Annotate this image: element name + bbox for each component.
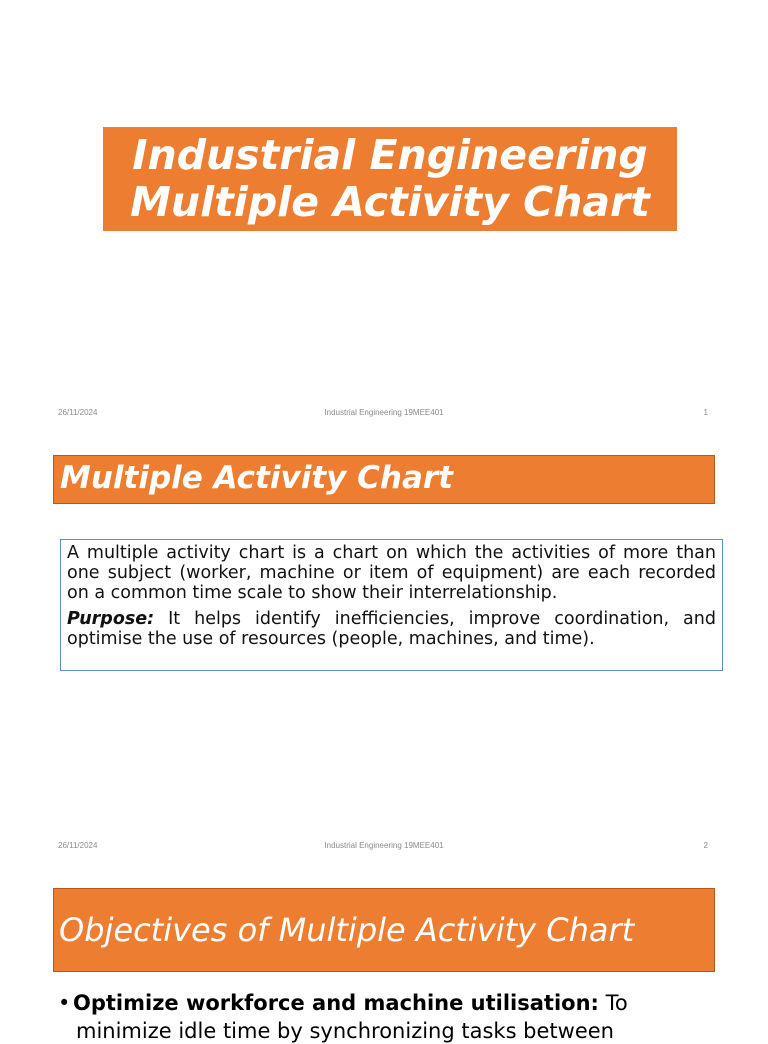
title-banner: [103, 127, 677, 231]
title-line-1: Industrial Engineering: [132, 131, 648, 179]
definition-text: A multiple activity chart is a chart on which the activities of more than one subject (worker, machine or item of equipment) are each recorded on a common time scale to show their interrelationship.: [67, 543, 716, 603]
purpose-text: It helps identify inefficiencies, improve coordination, and optimise the use of resources (people, machines, and time).: [67, 609, 716, 649]
purpose-paragraph: [67, 609, 716, 649]
slide-heading: Multiple Activity Chart: [53, 455, 715, 504]
slide-1: [0, 0, 768, 433]
bullet-text: To: [598, 991, 628, 1015]
footer-date: 26/11/2024: [58, 841, 98, 850]
slide-3: [0, 866, 768, 1043]
slide-heading: Objectives of Multiple Activity Chart: [53, 888, 715, 972]
slide-footer: [0, 841, 768, 853]
footer-course: Industrial Engineering 19MEE401: [324, 841, 444, 850]
slide-2: [0, 433, 768, 866]
bullet-marker: •: [58, 991, 71, 1015]
bullet-item: [58, 990, 718, 1016]
purpose-label: Purpose:: [67, 609, 155, 629]
bullet-continuation: minimize idle time by synchronizing tasks between: [76, 1019, 614, 1043]
definition-box: [60, 539, 723, 671]
footer-slide-number: 1: [703, 408, 708, 417]
footer-date: 26/11/2024: [58, 408, 98, 417]
slide-footer: [0, 408, 768, 420]
title-line-2: Multiple Activity Chart: [130, 178, 650, 226]
footer-course: Industrial Engineering 19MEE401: [324, 408, 444, 417]
footer-slide-number: 2: [703, 841, 708, 850]
bullet-title: Optimize workforce and machine utilisation:: [73, 991, 599, 1015]
